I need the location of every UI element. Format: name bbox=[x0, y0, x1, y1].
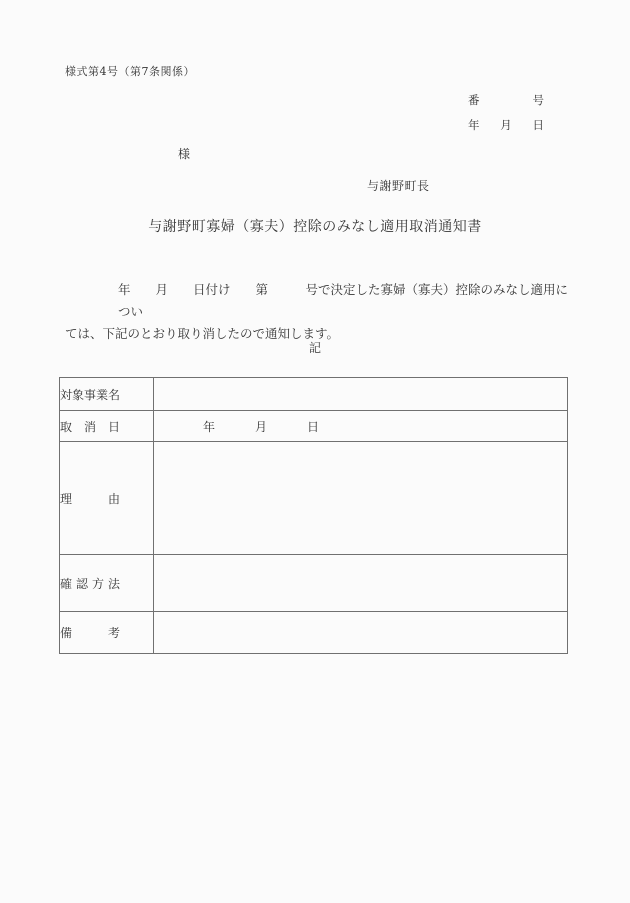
document-title: 与謝野町寡婦（寡夫）控除のみなし適用取消通知書 bbox=[148, 219, 482, 235]
table-row-remarks bbox=[60, 612, 568, 654]
value-remarks bbox=[154, 612, 568, 654]
record-marker: 記 bbox=[308, 341, 321, 355]
body-paragraph bbox=[65, 279, 570, 345]
label-business-name: 対象事業名 bbox=[60, 387, 121, 402]
label-remarks: 備考 bbox=[60, 626, 120, 640]
value-business-name bbox=[154, 378, 568, 411]
label-cancel-date: 取消日 bbox=[60, 419, 120, 434]
form-number: 様式第4号（第7条関係） bbox=[65, 65, 195, 78]
table-row-business-name bbox=[60, 378, 568, 411]
document-date-blank: 年月日 bbox=[468, 118, 544, 132]
value-reason bbox=[154, 442, 568, 555]
value-confirmation-method bbox=[154, 555, 568, 612]
document-number-blank: 番号 bbox=[468, 93, 544, 107]
label-reason: 理由 bbox=[60, 491, 120, 506]
issuer-name: 与謝野町長 bbox=[367, 179, 430, 193]
value-cancel-date-blank: 年月日 bbox=[203, 419, 319, 434]
label-confirmation-method: 確認方法 bbox=[60, 576, 120, 591]
table-row-confirmation-method bbox=[60, 555, 568, 612]
addressee-suffix: 様 bbox=[178, 147, 191, 161]
body-line-2: ては、下記のとおり取り消したので通知します。 bbox=[65, 326, 340, 341]
table-row-cancel-date bbox=[60, 411, 568, 442]
notice-table bbox=[59, 377, 568, 654]
table-row-reason bbox=[60, 442, 568, 555]
body-line-1: 年 月 日付け 第 号で決定した寡婦（寡夫）控除のみなし適用につい bbox=[118, 282, 569, 319]
